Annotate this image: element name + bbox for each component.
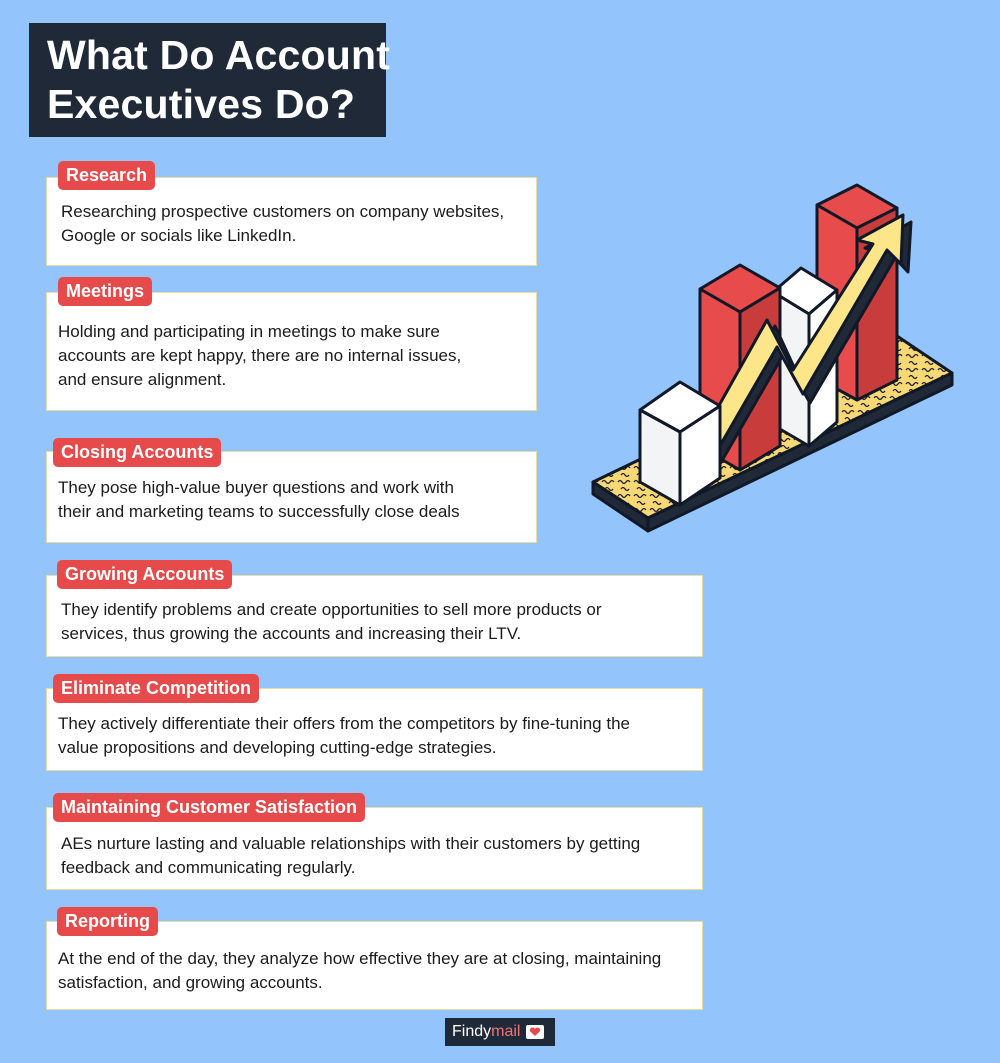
customer-satisfaction-description xyxy=(61,832,688,880)
customer-satisfaction-line-2: feedback and communicating regularly. xyxy=(61,858,356,877)
closing-accounts-line-2: their and marketing teams to successfully close deals xyxy=(58,502,460,521)
meetings-line-1: Holding and participating in meetings to make sure xyxy=(58,322,440,341)
title-line-2: Executives Do? xyxy=(47,81,356,127)
eliminate-competition-line-2: value propositions and developing cutting-edge strategies. xyxy=(58,738,497,757)
research-line-1: Researching prospective customers on company websites, xyxy=(61,202,505,221)
meetings-card xyxy=(46,292,537,411)
closing-accounts-description xyxy=(58,476,522,524)
bar-chart-growth-arrow-icon xyxy=(585,170,960,545)
research-description xyxy=(61,200,522,248)
reporting-line-1: At the end of the day, they analyze how effective they are at closing, maintaining xyxy=(58,949,662,968)
eliminate-competition-description xyxy=(58,712,688,760)
eliminate-competition-tag: Eliminate Competition xyxy=(53,674,259,703)
title-line-1: What Do Account xyxy=(47,32,391,78)
research-tag: Research xyxy=(58,161,155,190)
brand-name-part1: Findy xyxy=(452,1023,492,1040)
heart-mail-icon xyxy=(526,1025,544,1039)
brand-name-part2: mail xyxy=(491,1023,521,1040)
meetings-tag: Meetings xyxy=(58,277,152,306)
reporting-tag: Reporting xyxy=(57,907,158,936)
research-line-2: Google or socials like LinkedIn. xyxy=(61,226,297,245)
closing-accounts-line-1: They pose high-value buyer questions and work with xyxy=(58,478,454,497)
growing-accounts-line-2: services, thus growing the accounts and increasing their LTV. xyxy=(61,624,522,643)
eliminate-competition-line-1: They actively differentiate their offers from the competitors by fine-tuning the xyxy=(58,714,630,733)
reporting-line-2: satisfaction, and growing accounts. xyxy=(58,973,323,992)
page-title xyxy=(29,23,391,137)
customer-satisfaction-line-1: AEs nurture lasting and valuable relationships with their customers by getting xyxy=(61,834,641,853)
reporting-description xyxy=(58,947,688,995)
meetings-description xyxy=(58,320,522,392)
findymail-logo xyxy=(445,1018,555,1046)
growing-accounts-line-1: They identify problems and create opportunities to sell more products or xyxy=(61,600,602,619)
customer-satisfaction-tag: Maintaining Customer Satisfaction xyxy=(53,793,365,822)
growing-accounts-tag: Growing Accounts xyxy=(57,560,232,589)
meetings-line-3: and ensure alignment. xyxy=(58,370,227,389)
research-card xyxy=(46,177,537,266)
meetings-line-2: accounts are kept happy, there are no internal issues, xyxy=(58,346,462,365)
growing-accounts-description xyxy=(61,598,688,646)
closing-accounts-tag: Closing Accounts xyxy=(53,438,221,467)
